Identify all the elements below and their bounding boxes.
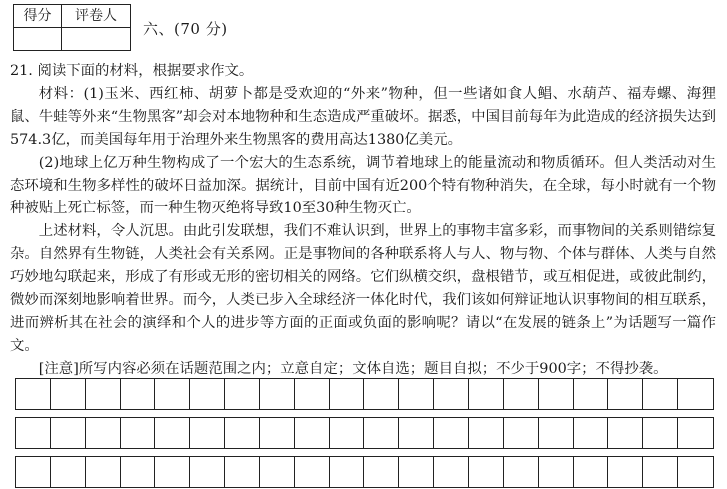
writing-grid-cell[interactable] <box>225 457 260 487</box>
writing-grid-cell[interactable] <box>434 457 469 487</box>
writing-grid-cell[interactable] <box>155 379 190 409</box>
writing-grid-cell[interactable] <box>16 379 51 409</box>
writing-grid-cell[interactable] <box>121 379 156 409</box>
writing-grid-row[interactable] <box>15 456 714 488</box>
writing-grid-cell[interactable] <box>260 379 295 409</box>
writing-grid-cell[interactable] <box>539 379 574 409</box>
grader-label: 评卷人 <box>62 5 131 28</box>
writing-grid-cell[interactable] <box>678 457 713 487</box>
grader-input-cell[interactable] <box>62 28 131 51</box>
writing-grid-cell[interactable] <box>608 418 643 448</box>
writing-grid-cell[interactable] <box>643 418 678 448</box>
writing-grid-cell[interactable] <box>190 379 225 409</box>
writing-grid-cell[interactable] <box>364 379 399 409</box>
writing-grid-cell[interactable] <box>608 379 643 409</box>
writing-grid-cell[interactable] <box>643 379 678 409</box>
writing-grid-row[interactable] <box>15 378 714 410</box>
writing-grid-cell[interactable] <box>16 457 51 487</box>
writing-grid-cell[interactable] <box>678 379 713 409</box>
writing-grid-cell[interactable] <box>51 379 86 409</box>
writing-grid-cell[interactable] <box>574 379 609 409</box>
writing-note: [注意]所写内容必须在话题范围之内；立意自定；文体自选；题目自拟；不少于900字；不得抄袭。 <box>38 360 668 377</box>
writing-grid-cell[interactable] <box>434 379 469 409</box>
writing-grid-cell[interactable] <box>504 418 539 448</box>
writing-grid-row[interactable] <box>15 417 714 449</box>
writing-grid-cell[interactable] <box>469 379 504 409</box>
writing-grid-cell[interactable] <box>190 457 225 487</box>
writing-grid-cell[interactable] <box>399 457 434 487</box>
writing-grid-cell[interactable] <box>364 457 399 487</box>
score-input-cell[interactable] <box>14 28 62 51</box>
writing-grid-cell[interactable] <box>574 457 609 487</box>
writing-grid-cell[interactable] <box>608 457 643 487</box>
writing-grid-cell[interactable] <box>330 418 365 448</box>
writing-grid-cell[interactable] <box>469 418 504 448</box>
writing-grid-cell[interactable] <box>51 457 86 487</box>
writing-grid-cell[interactable] <box>399 379 434 409</box>
writing-grid-cell[interactable] <box>121 457 156 487</box>
question-text <box>10 60 716 381</box>
writing-grid-cell[interactable] <box>190 418 225 448</box>
writing-grid-cell[interactable] <box>155 418 190 448</box>
material-1: 材料：(1)玉米、西红柿、胡萝卜都是受欢迎的“外来”物种，但一些诸如食人鲳、水葫芦、福寿螺、海狸鼠、牛蛙等外来“生物黑客”却会对本地物种和生态造成严重破坏。据悉，中国目前每年为此造成的经济损失达到574.3亿，而美国每年用于治理外来生物黑客的费用高达1380亿美元。 <box>10 85 716 148</box>
writing-grid-cell[interactable] <box>678 418 713 448</box>
writing-grid-cell[interactable] <box>260 418 295 448</box>
writing-grid-cell[interactable] <box>225 418 260 448</box>
writing-grid-cell[interactable] <box>295 418 330 448</box>
writing-grid-cell[interactable] <box>399 418 434 448</box>
writing-prompt: 上述材料，令人沉思。由此引发联想，我们不难认识到，世界上的事物丰富多彩，而事物间的关系则错综复杂。自然界有生物链，人类社会有关系网。正是事物间的各种联系将人与人、物与物、个体与群体、人类与自然巧妙地勾联起来，形成了有形或无形的密切相关的网络。它们纵横交织，盘根错节，或互相促进，或彼此制约，微妙而深刻地影响着世界。而今，人类已步入全球经济一体化时代，我们该如何辩证地认识事物间的相互联系，进而辨析其在社会的演绎和个人的进步等方面的正面或负面的影响呢？请以“在发展的链条上”为话题写一篇作文。 <box>10 223 716 354</box>
writing-grid-cell[interactable] <box>86 457 121 487</box>
score-label: 得分 <box>14 5 62 28</box>
writing-grid-cell[interactable] <box>225 379 260 409</box>
writing-grid-cell[interactable] <box>643 457 678 487</box>
writing-grid-cell[interactable] <box>434 418 469 448</box>
writing-grid-cell[interactable] <box>539 457 574 487</box>
writing-grid-cell[interactable] <box>504 457 539 487</box>
writing-grid-cell[interactable] <box>574 418 609 448</box>
writing-grid-cell[interactable] <box>364 418 399 448</box>
writing-grid-cell[interactable] <box>295 379 330 409</box>
writing-grid-cell[interactable] <box>51 418 86 448</box>
writing-grid-cell[interactable] <box>86 418 121 448</box>
question-stem: 21. 阅读下面的材料，根据要求作文。 <box>10 63 254 79</box>
writing-grid-cell[interactable] <box>121 418 156 448</box>
writing-grid-cell[interactable] <box>260 457 295 487</box>
writing-grid-cell[interactable] <box>86 379 121 409</box>
section-title: 六、(70 分) <box>143 20 228 38</box>
writing-grid-cell[interactable] <box>330 379 365 409</box>
writing-grid-cell[interactable] <box>330 457 365 487</box>
material-2: (2)地球上亿万种生物构成了一个宏大的生态系统，调节着地球上的能量流动和物质循环。但人类活动对生态环境和生物多样性的破坏日益加深。据统计，目前中国有近200个特有物种消失，在全球，每小时就有一个物种被贴上死亡标签，而一种生物灭绝将导致10至30种生物灭亡。 <box>10 154 716 217</box>
writing-grid-cell[interactable] <box>469 457 504 487</box>
writing-grid-cell[interactable] <box>16 418 51 448</box>
writing-grid-cell[interactable] <box>539 418 574 448</box>
score-box <box>13 4 131 51</box>
writing-grid-cell[interactable] <box>155 457 190 487</box>
writing-grid-cell[interactable] <box>295 457 330 487</box>
writing-grid-cell[interactable] <box>504 379 539 409</box>
